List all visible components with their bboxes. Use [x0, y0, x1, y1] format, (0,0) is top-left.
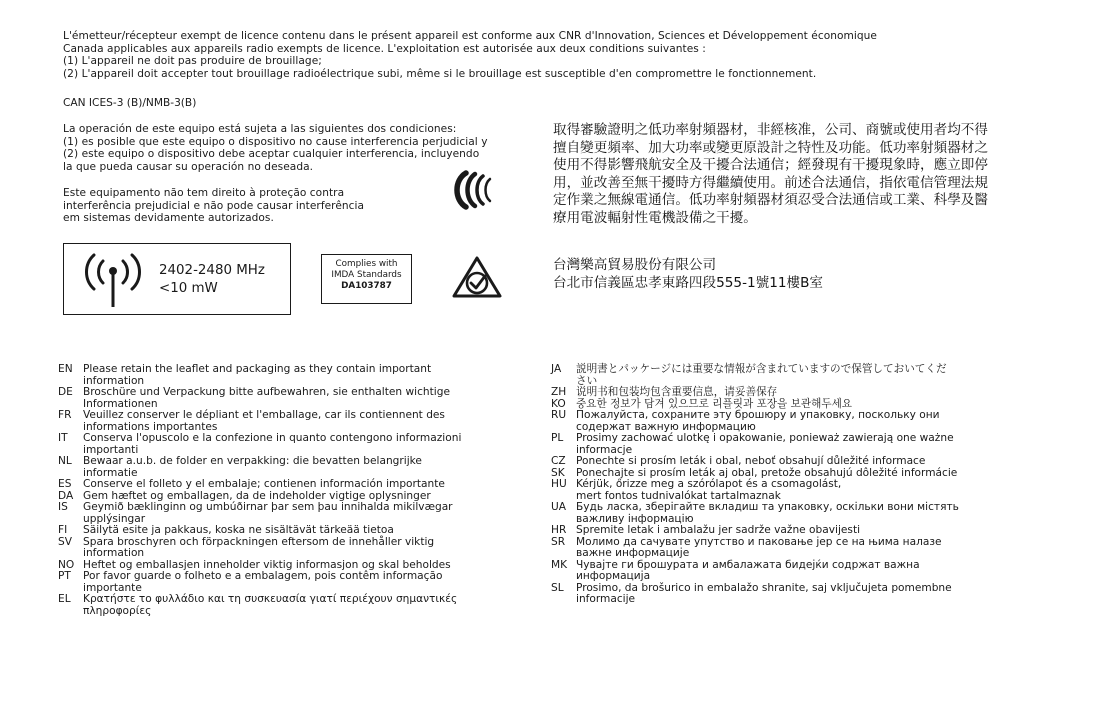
taiwan-ncc-notice: 取得審驗證明之低功率射頻器材，非經核准，公司、商號或使用者均不得 擅自變更頻率、加大功率或變更原設計之特性及功能。低功率射頻器材之 使用不得影響飛航安全及干擾合法通信；經發現有干擾現象時，應立即停 用，並改善至無干擾時方得繼續使用。前述合法通信，指依電信管理法規 定作業之無線電通信。低功率射頻器材須忍受合法通信或工業、科學及醫 療用電波輻射性電機設備之干擾。	[553, 122, 988, 226]
language-code: RU	[551, 409, 567, 421]
language-text: Bewaar a.u.b. de folder en verpakking: die bevatten belangrijke informatie	[83, 455, 422, 479]
language-text: Чувајте ги брошурата и амбалажата бидејќи содржат важна информација	[576, 558, 920, 582]
language-code: PT	[58, 570, 71, 582]
language-code: HU	[551, 478, 567, 490]
radio-spec-text	[159, 262, 265, 297]
language-text: Conserva l'opuscolo e la confezione in quanto contengono informazioni importanti	[83, 432, 462, 456]
language-row	[551, 364, 1021, 387]
language-row	[58, 594, 528, 617]
frequency-range: 2402-2480 MHz	[159, 263, 265, 278]
language-row	[551, 410, 1021, 433]
language-code: IT	[58, 432, 68, 444]
languages-left-list	[58, 364, 528, 617]
language-text: Säilytä esite ja pakkaus, koska ne sisältävät tärkeää tietoa	[83, 524, 394, 536]
language-text: Geymið bæklinginn og umbúðirnar þar sem þau innihalda mikilvægar upplýsingar	[83, 501, 453, 525]
language-code: IS	[58, 501, 68, 513]
language-row	[551, 537, 1021, 560]
language-text: 説明書とパッケージには重要な情報が含まれていますので保管しておいてくだ さい	[576, 363, 947, 387]
imda-compliance-box	[321, 254, 412, 304]
language-row	[551, 560, 1021, 583]
radio-spec-box	[63, 243, 291, 315]
language-text: Spara broschyren och förpackningen eftersom de innehåller viktig information	[83, 535, 435, 559]
language-text: Ponechte si prosím leták i obal, neboť obsahují důležité informace	[576, 455, 926, 467]
portuguese-compliance-notice: Este equipamento não tem direito à proteção contra interferência prejudicial e não pode causar interferência em sistemas devidamente autorizados.	[63, 187, 365, 225]
language-code: EN	[58, 363, 73, 375]
language-text: Молимо да сачувате упутство и паковање јер се на њима налазе важне информације	[576, 535, 942, 559]
language-text: Broschüre und Verpackung bitte aufbewahren, sie enthalten wichtige Informationen	[83, 386, 450, 410]
language-row	[58, 433, 528, 456]
language-text: Conserve el folleto y el embalaje; contienen información importante	[83, 478, 445, 490]
radio-antenna-icon	[78, 251, 148, 309]
language-row	[58, 525, 528, 537]
language-code: KO	[551, 397, 566, 410]
language-row	[58, 479, 528, 491]
spanish-compliance-notice: La operación de este equipo está sujeta a las siguientes dos condiciones: (1) es posible que este equipo o dispositivo no cause interferencia perjudicial y (2) este equipo o dispositivo debe aceptar cualquier interferencia, incluyendo la que pueda causar su operación no deseada.	[63, 123, 488, 173]
language-text: Prosimy zachować ulotkę i opakowanie, ponieważ zawierają one ważne informacje	[576, 432, 954, 456]
language-row	[58, 571, 528, 594]
language-text: Kérjük, őrizze meg a szórólapot és a csomagolást, mert fontos tudnivalókat tartalmaznak	[576, 478, 842, 502]
language-row	[58, 502, 528, 525]
imda-code: DA103787	[341, 281, 392, 292]
language-row	[58, 364, 528, 387]
rcm-compliance-mark-icon	[451, 255, 503, 299]
language-code: SK	[551, 466, 565, 479]
language-code: DE	[58, 386, 73, 398]
language-code: SR	[551, 535, 566, 548]
power-rating: <10 mW	[159, 280, 218, 296]
language-row	[551, 525, 1021, 537]
language-text: Gem hæftet og emballagen, da de indeholder vigtige oplysninger	[83, 489, 431, 502]
language-row	[551, 456, 1021, 468]
language-row	[551, 502, 1021, 525]
language-row	[58, 410, 528, 433]
language-text: Будь ласка, зберігайте вкладиш та упаковку, оскільки вони містять важливу інформацію	[576, 501, 959, 525]
language-text: Veuillez conserver le dépliant et l'emballage, car ils contiennent des informations importantes	[83, 409, 445, 433]
language-code: MK	[551, 558, 568, 571]
ices-label: CAN ICES-3 (B)/NMB-3(B)	[63, 97, 197, 109]
language-code: UA	[551, 501, 567, 513]
language-code: ZH	[551, 386, 567, 398]
language-row	[58, 537, 528, 560]
language-text: Please retain the leaflet and packaging as they contain important information	[83, 363, 432, 387]
language-text: Пожалуйста, сохраните эту брошюру и упаковку, поскольку они содержат важную информацию	[576, 409, 940, 433]
language-text: Heftet og emballasjen inneholder viktig informasjon og skal beholdes	[83, 558, 451, 571]
language-text: Prosimo, da brošurico in embalažo shranite, saj vključujeta pomembne informacije	[576, 581, 952, 605]
language-row	[551, 433, 1021, 456]
languages-right-list	[551, 364, 1021, 606]
language-text: Spremite letak i ambalažu jer sadrže važne obavijesti	[576, 524, 861, 536]
language-code: SV	[58, 535, 72, 548]
language-row	[551, 583, 1021, 606]
language-code: NL	[58, 455, 72, 467]
language-text: Ponechajte si prosím leták aj obal, pretože obsahujú dôležité informácie	[576, 466, 958, 479]
language-text: Κρατήστε το φυλλάδιο και τη συσκευασία γιατί περιέχουν σημαντικές πληροφορίες	[83, 593, 458, 617]
language-text: Por favor guarde o folheto e a embalagem, pois contêm informação importante	[83, 570, 443, 594]
language-code: NO	[58, 558, 75, 571]
imda-line2: IMDA Standards	[331, 270, 402, 281]
language-code: SL	[551, 581, 564, 594]
language-row	[58, 456, 528, 479]
language-code: HR	[551, 524, 567, 536]
language-row	[551, 479, 1021, 502]
ic-certification-logo-icon	[451, 170, 499, 210]
language-code: PL	[551, 432, 564, 444]
language-text: 说明书和包装均包含重要信息，请妥善保存	[576, 386, 778, 398]
language-text: 중요한 정보가 담겨 있으므로 리플릿과 포장을 보관해두세요	[576, 397, 853, 410]
imda-line1: Complies with	[335, 259, 398, 269]
language-code: FI	[58, 524, 68, 536]
taiwan-company-address: 台灣樂高貿易股份有限公司 台北市信義區忠孝東路四段555-1號11樓B室	[553, 257, 824, 291]
french-compliance-notice: L'émetteur/récepteur exempt de licence contenu dans le présent appareil est conforme aux CNR d'Innovation, Sciences et Développement économique Canada applicables aux appareils radio exempts de licence. L'exploitation est autorisée aux deux conditions suivantes : (1) L'appareil ne doit pas produire de brouillage; (2) L'appareil doit accepter tout brouillage radioélectrique subi, même si le brouillage est susceptible d'en compromettre le fonctionnement.	[63, 30, 877, 80]
language-code: JA	[551, 363, 562, 375]
language-code: ES	[58, 478, 72, 490]
language-row	[551, 387, 1021, 399]
language-code: EL	[58, 593, 71, 605]
language-code: CZ	[551, 455, 566, 467]
language-code: DA	[58, 489, 74, 502]
language-row	[58, 387, 528, 410]
language-code: FR	[58, 409, 72, 421]
